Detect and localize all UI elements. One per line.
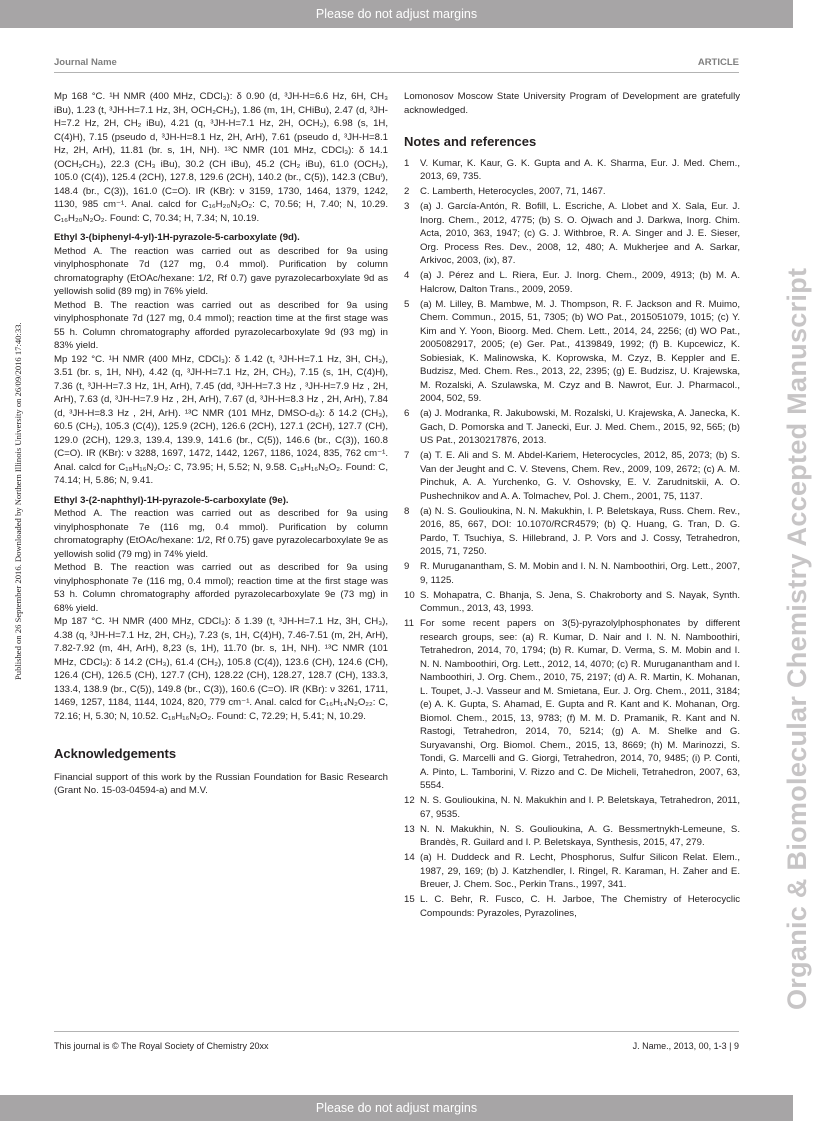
reference-text: (a) N. S. Goulioukina, N. N. Makukhin, I. P. Beletskaya, Russ. Chem. Rev., 2016, 85, 667, DOI: 10.1070/RCR4579; (b) Q. Huang, G. Tran, D. G. Pardo, T. Tsuchiya, S. Hillebrand, J. P. Vors and J. Cossy, Tetrahedron, 2015, 71, 7250. bbox=[420, 505, 740, 557]
reference-item bbox=[404, 794, 740, 821]
characterization-9d: Mp 192 °C. ¹H NMR (400 MHz, CDCl₃): δ 1.42 (t, ³JH-H=7.1 Hz, 3H, CH₃), 3.51 (br. s, 1H, NH), 4.42 (q, ³JH-H=7.1 Hz, 2H, CH₂), 7.15 (s, 1H, C(4)H), 7.36 (t, ³JH-H=7.3 Hz, 1H, ArH), 7.45 (dd, ³JH-H=7.3 Hz , ³JH-H=7.9 Hz , 2H, ArH), 7.63 (d, ³JH-H=7.9 Hz , 2H, ArH), 7.67 (d, ³JH-H=8.3 Hz , 2H, ArH), 7.84 (d, ³JH-H=8.3 Hz , 2H, ArH). ¹³C NMR (101 MHz, DMSO-d₆): δ 14.2 (CH₃), 60.5 (CH₂), 105.3 (C(4)), 125.9 (2CH), 126.6 (2CH), 127.1 (2CH), 127.7 (CH), 129.0 (2CH), 129.3, 139.4, 139.9, 141.6 (br., C(5)), 146.6 (br., C(3)), 160.8 (C=O). IR (KBr): ν 3288, 1697, 1472, 1442, 1267, 1186, 1024, 835, 762 cm⁻¹. Anal. calcd for C₁₈H₁₆N₂O₂: C, 73.95; H, 5.52; N, 9.58. C₁₈H₁₆N₂O₂. Found: C, 74.14; H, 5.86; N, 9.41. bbox=[54, 353, 388, 486]
compound-heading-9d: Ethyl 3-(biphenyl-4-yl)-1H-pyrazole-5-carboxylate (9d). bbox=[54, 232, 300, 243]
acknowledgements-text: Financial support of this work by the Russian Foundation for Basic Research (Grant No. 15-03-04594-a) and M.V. bbox=[54, 771, 388, 796]
method-a-9e: Method A. The reaction was carried out as described for 9a using vinylphosphonate 7e (116 mg, 0.4 mmol). Purification by column chromatography (EtOAc/hexane: 1/2, Rf 0.75) gave pyrazolecarboxylate 9e as yellowish solid (79 mg) in 74% yield. bbox=[54, 508, 388, 560]
reference-number: 10 bbox=[404, 589, 415, 601]
reference-text: (a) J. Modranka, R. Jakubowski, M. Rozalski, U. Krajewska, A. Janecka, K. Gach, D. Pomorska and T. Janecki, Eur. J. Med. Chem., 2015, 92, 565; (b) US Pat., 20130217876, 2013. bbox=[420, 408, 740, 446]
reference-item bbox=[404, 449, 740, 503]
characterization-9c: Mp 168 °C. ¹H NMR (400 MHz, CDCl₃): δ 0.90 (d, ³JH-H=6.6 Hz, 6H, CH₃ iBu), 1.23 (t, ³JH-H=7.1 Hz, 3H, OCH₂CH₃), 1.86 (m, 1H, CHiBu), 2.47 (d, ³JH-H=7.2 Hz, 2H, CH₂ iBu), 4.21 (q, ³JH-H=7.1 Hz, 2H, OCH₂), 6.98 (s, 1H, C(4)H), 7.15 (pseudo d, ³JH-H=8.1 Hz, 2H, ArH), 7.61 (pseudo d, ³JH-H=8.1 Hz, 2H, ArH), 11.81 (br. s, 1H, NH). ¹³C NMR (101 MHz, CDCl₃): δ 14.1 (OCH₂CH₃), 22.3 (CH₃ iBu), 30.2 (CH iBu), 45.2 (CH₂ iBu), 61.0 (OCH₂), 105.0 (C(4)), 125.4 (2CH), 127.8, 129.6 (2CH), 140.2 (br., C(5)), 142.3 (CBuⁱ), 148.4 (br., C(3)), 161.0 (C=O). IR (KBr): ν 3159, 1730, 1464, 1379, 1242, 1130, 985 cm⁻¹. Anal. calcd for C₁₆H₂₀N₂O₂: C, 70.56; H, 7.40; N, 10.29. C₁₆H₂₀N₂O₂. Found: C, 70.34; H, 7.34; N, 10.19. bbox=[54, 91, 388, 224]
acknowledgements-text-continued: Lomonosov Moscow State University Program of Development are gratefully acknowledged. bbox=[404, 91, 740, 116]
bottom-margin-banner: Please do not adjust margins bbox=[0, 1095, 793, 1121]
acknowledgements-heading: Acknowledgements bbox=[54, 746, 177, 761]
top-margin-banner: Please do not adjust margins bbox=[0, 0, 793, 28]
footer-rule bbox=[54, 1031, 739, 1032]
reference-text: S. Mohapatra, C. Bhanja, S. Jena, S. Chakroborty and S. Nayak, Synth. Commun., 2013, 43, 1993. bbox=[420, 589, 740, 614]
reference-text: N. S. Goulioukina, N. N. Makukhin and I. P. Beletskaya, Tetrahedron, 2011, 67, 9535. bbox=[420, 795, 740, 820]
characterization-9e: Mp 187 °C. ¹H NMR (400 MHz, CDCl₃): δ 1.39 (t, ³JH-H=7.1 Hz, 3H, CH₃), 4.38 (q, ³JH-H=7.1 Hz, 2H, CH₂), 7.23 (s, 1H, C(4)H), 7.46-7.51 (m, 2H, ArH), 7.82-7.92 (m, 4H, ArH), 8,23 (s, 1H), 11.70 (br. s, 1H, NH). ¹³C NMR (101 MHz, CDCl₃): δ 14.2 (CH₃), 61.4 (CH₂), 105.8 (C(4)), 123.6 (CH), 124.6 (CH), 126.4 (CH), 126.5 (CH), 127.7 (CH), 128.22 (CH), 128.27, 128.7 (CH), 133.3, 133.4, 138.9 (br., C(5)), 149.8 (br., C(3)), 160.6 (C=O). IR (KBr): ν 3261, 1711, 1469, 1257, 1184, 1144, 1024, 820, 779 cm⁻¹. Anal. calcd for C₁₆H₁₄N₂O₂₂: C, 72.16; H, 5.30; N, 10.52. C₁₈H₁₆N₂O₂. Found: C, 72.29; H, 5.41; N, 10.29. bbox=[54, 616, 388, 722]
references-heading: Notes and references bbox=[404, 134, 537, 149]
reference-text: (a) M. Lilley, B. Mambwe, M. J. Thompson, R. F. Jackson and R. Muimo, Chem. Commun., 2015, 51, 7305; (b) WO Pat., 2015051079, 1015; (c) Y. Kim and Y. Yoon, Bioorg. Med. Chem. Lett., 2014, 24, 2256; (d) WO Pat., 2005082917, 2005; (e) Ger. Pat., 4139849, 1992; (f) B. Kupcewicz, K. Sobiesiak, K. Malinowska, K. Koprowska, M. Czyz, B. Keppler and E. Budzisz, Med. Chem. Res., 2013, 22, 2395; (g) E. Budzisz, U. Krajewska, M. Rozalski, A. Szulawska, M. Czyz and B. Nawrot, Eur. J. Pharmacol., 2004, 502, 59. bbox=[420, 298, 740, 404]
reference-item bbox=[404, 893, 740, 920]
reference-text: C. Lamberth, Heterocycles, 2007, 71, 1467. bbox=[420, 186, 606, 197]
reference-item bbox=[404, 407, 740, 448]
reference-item bbox=[404, 505, 740, 559]
reference-number: 3 bbox=[404, 201, 410, 212]
compound-heading-9e: Ethyl 3-(2-naphthyl)-1H-pyrazole-5-carboxylate (9e). bbox=[54, 494, 289, 506]
reference-number: 2 bbox=[404, 186, 410, 197]
reference-item bbox=[404, 298, 740, 406]
footer-copyright: This journal is © The Royal Society of Chemistry 20xx bbox=[54, 1041, 269, 1051]
reference-text: N. N. Makukhin, N. S. Goulioukina, A. G. Bessmertnykh-Lemeune, S. Brandès, R. Guilard and I. P. Beletskaya, Synthesis, 2015, 47, 279. bbox=[420, 823, 740, 848]
reference-text: V. Kumar, K. Kaur, G. K. Gupta and A. K. Sharma, Eur. J. Med. Chem., 2013, 69, 735. bbox=[420, 157, 740, 182]
method-b-9e: Method B. The reaction was carried out as described for 9a using vinylphosphonate 7e (116 mg, 0.4 mmol); reaction time at the first stage was 53 h. Column chromatography afforded pyrazolecarboxylate 9e (73 mg) in 68% yield. bbox=[54, 562, 388, 614]
footer-page-info: J. Name., 2013, 00, 1-3 | 9 bbox=[632, 1041, 739, 1051]
running-head-article: ARTICLE bbox=[697, 57, 739, 68]
reference-text: (a) J. García-Antón, R. Bofill, L. Escriche, A. Llobet and X. Sala, Eur. J. Inorg. Chem., 2012, 4775; (b) S. O. Ojwach and J. Darkwa, Inorg. Chim. Acta, 2010, 363, 1947; (c) G. J. Withbroe, R. A. Singer and J. E. Sieser, Org. Process Res. Dev., 2008, 12, 480; A. Mukherjee and A. Sarkar, Arkivoc, 2003, (ix), 87. bbox=[420, 201, 740, 266]
reference-text: R. Muruganantham, S. M. Mobin and I. N. N. Namboothiri, Org. Lett., 2007, 9, 1125. bbox=[420, 561, 740, 586]
reference-text: (a) H. Duddeck and R. Lecht, Phosphorus, Sulfur Silicon Relat. Elem., 1987, 29, 169; (b) J. Katzhendler, I. Ringel, R. Karaman, H. Zaher and E. Breuer, J. Chem. Soc., Perkin Trans., 1997, 341. bbox=[420, 852, 740, 890]
left-column bbox=[54, 90, 388, 798]
reference-item bbox=[404, 617, 740, 793]
reference-number: 14 bbox=[404, 852, 415, 863]
reference-number: 1 bbox=[404, 157, 410, 169]
reference-number: 4 bbox=[404, 270, 410, 281]
method-a-9d: Method A. The reaction was carried out as described for 9a using vinylphosphonate 7d (127 mg, 0.4 mmol). Purification by column chromatography (EtOAc/hexane: 1/2, Rf 0.7) gave pyrazolecarboxylate 9d as yellowish solid (89 mg) in 76% yield. bbox=[54, 245, 388, 297]
reference-number: 15 bbox=[404, 894, 415, 905]
reference-number: 11 bbox=[404, 618, 414, 629]
accepted-manuscript-watermark: Organic & Biomolecular Chemistry Accepted Manuscript bbox=[782, 267, 812, 1010]
reference-item bbox=[404, 823, 740, 850]
reference-item bbox=[404, 185, 740, 199]
reference-number: 7 bbox=[404, 450, 410, 461]
publication-stamp: Published on 26 September 2016. Downloaded by Northern Illinois University on 26/09/2016 17:40:33. bbox=[13, 322, 23, 680]
method-b-9d: Method B. The reaction was carried out as described for 9a using vinylphosphonate 7d (127 mg, 0.4 mmol); reaction time at the first stage was 55 h. Column chromatography afforded pyrazolecarboxylate 9d (93 mg) in 83% yield. bbox=[54, 299, 388, 351]
reference-number: 8 bbox=[404, 505, 410, 517]
header-rule bbox=[54, 72, 739, 73]
reference-item bbox=[404, 851, 740, 892]
reference-item bbox=[404, 200, 740, 268]
reference-number: 13 bbox=[404, 823, 415, 835]
reference-item bbox=[404, 269, 740, 296]
reference-text: L. C. Behr, R. Fusco, C. H. Jarboe, The Chemistry of Heterocyclic Compounds: Pyrazoles, Pyrazolines, bbox=[420, 894, 740, 919]
reference-number: 12 bbox=[404, 795, 415, 806]
reference-item bbox=[404, 589, 740, 616]
reference-text: For some recent papers on 3(5)-pyrazolylphosphonates by different research groups, see: (a) R. Kumar, D. Nair and I. N. N. Namboothiri, Tetrahedron, 2014, 70, 1794; (b) R. Kumar, D. Verma, S. M. Mobin and I. N. N. Namboothiri, Org. Lett., 2012, 14, 4070; (c) R. Muruganantham and I. Namboothiri, J. Org. Chem., 2010, 75, 2197; (d) A. R. Martin, K. Mohanan, L. Toupet, J.-J. Vasseur and M. Smietana, Eur. J. Org. Chem., 2011, 3184; (e) A. K. Gupta, S. Ahamad, E. Gupta and R. Kant and K. Mohanan, Org. Biomol. Chem., 2015, 13, 9783; (f) M. M. D. Pramanik, R. Kant and N. Rastogi, Tetrahedron, 2014, 70, 5214; (g) A. M. Shelke and G. Suryavanshi, Org. Biomol. Chem., 2015, 13, 8669; (h) M. Marinozzi, S. Tondi, G. Marcelli and G. Giorgi, Tetrahedron, 2014, 70, 9485; (i) P. Conti, A. Pinto, L. Tamborini, V. Rizzo and C. De Micheli, Tetrahedron, 2007, 63, 5554. bbox=[420, 618, 740, 791]
reference-number: 9 bbox=[404, 561, 410, 572]
reference-number: 5 bbox=[404, 298, 410, 310]
right-column bbox=[404, 90, 740, 922]
reference-text: (a) T. E. Ali and S. M. Abdel-Kariem, Heterocycles, 2012, 85, 2073; (b) S. Van der Jeught and C. V. Stevens, Chem. Rev., 2009, 109, 2672; (c) A. M. Pinchuk, A. A. Yurchenko, G. V. Oshovsky, E. V. Zarudnitskii, A. O. Pushechnikov and A. A. Tolmachev, Pol. J. Chem., 2001, 75, 1137. bbox=[420, 450, 740, 502]
reference-number: 6 bbox=[404, 408, 410, 419]
reference-text: (a) J. Pérez and L. Riera, Eur. J. Inorg. Chem., 2009, 4913; (b) M. A. Halcrow, Dalton Trans., 2009, 2059. bbox=[420, 270, 740, 295]
reference-list bbox=[404, 157, 740, 921]
running-head-journal: Journal Name bbox=[54, 57, 117, 68]
reference-item bbox=[404, 560, 740, 587]
reference-item bbox=[404, 157, 740, 184]
